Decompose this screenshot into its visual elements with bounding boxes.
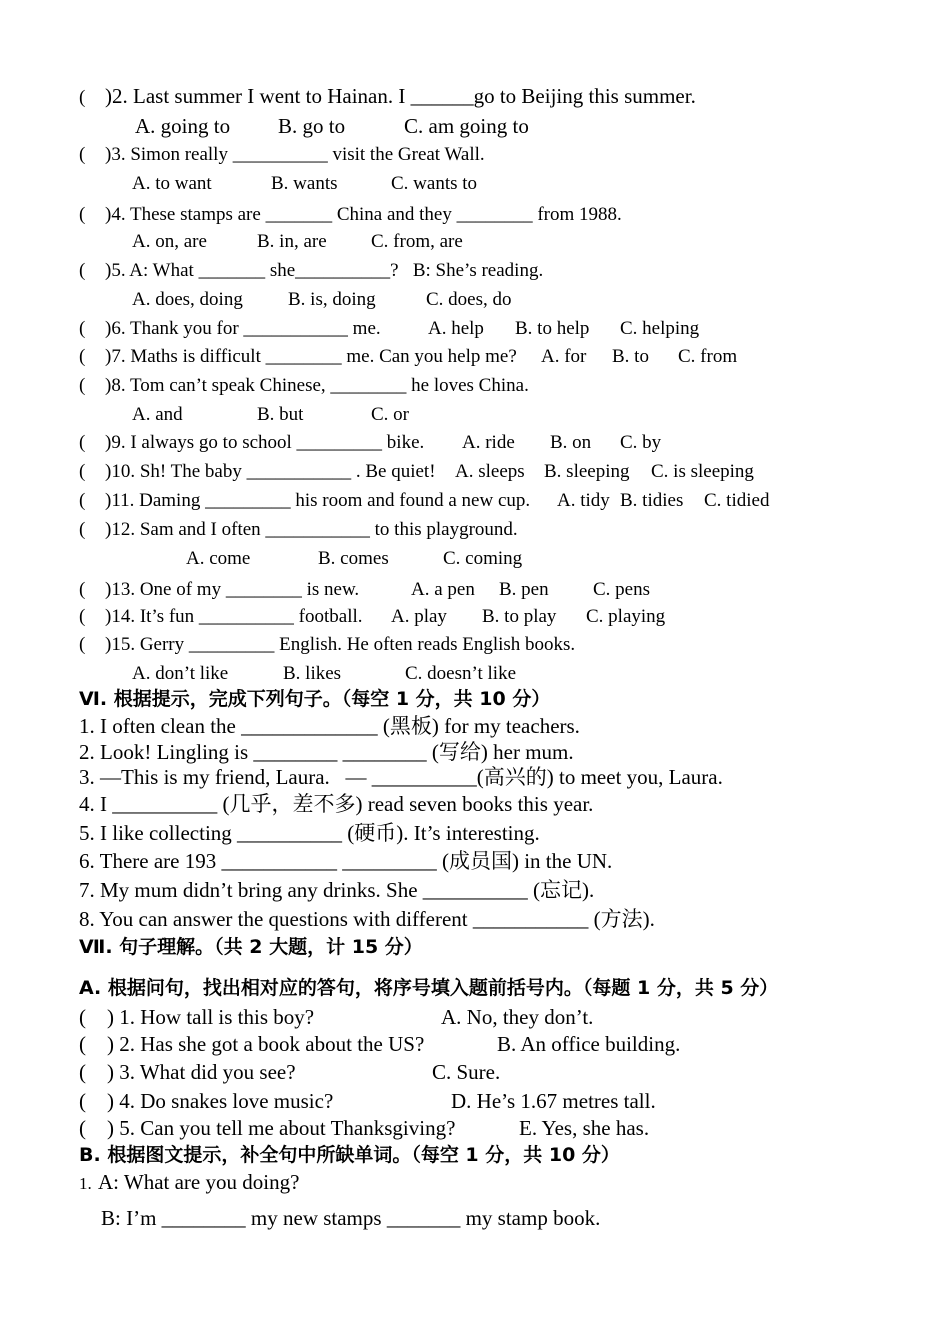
match-question: ) 4. Do snakes love music?	[107, 1089, 334, 1113]
option-a: A. don’t like	[132, 663, 229, 684]
option-a: A. sleeps	[455, 461, 525, 482]
question-text: )10. Sh! The baby ___________ . Be quiet!	[105, 461, 436, 482]
answer-paren[interactable]: (	[79, 1005, 86, 1029]
question-text: )6. Thank you for ___________ me.	[105, 318, 381, 339]
option-c: C. playing	[586, 606, 666, 627]
answer-paren[interactable]: (	[79, 1032, 86, 1056]
option-b: B. comes	[318, 548, 389, 569]
option-c: C. by	[620, 432, 662, 453]
answer-paren[interactable]: (	[79, 634, 86, 655]
question-text: )2. Last summer I went to Hainan. I ______go to Beijing this summer.	[105, 84, 696, 108]
match-question: ) 2. Has she got a book about the US?	[107, 1032, 425, 1056]
question-text: )14. It’s fun __________ football.	[105, 606, 363, 627]
question-text: )13. One of my ________ is new.	[105, 579, 360, 600]
option-c: C. does, do	[426, 289, 512, 310]
option-a: A. ride	[462, 432, 515, 453]
option-a: A. going to	[135, 114, 231, 138]
match-question: ) 1. How tall is this boy?	[107, 1005, 315, 1029]
option-a: A. tidy	[557, 490, 610, 511]
match-answer: B. An office building.	[497, 1032, 681, 1056]
option-a: A. a pen	[411, 579, 475, 600]
answer-paren[interactable]: (	[79, 1116, 86, 1140]
option-c: C. from	[678, 346, 738, 367]
option-c: C. or	[371, 404, 409, 425]
match-answer: E. Yes, she has.	[519, 1116, 650, 1140]
answer-paren[interactable]: (	[79, 461, 86, 482]
option-a: A. play	[391, 606, 447, 627]
answer-paren[interactable]: (	[79, 144, 86, 165]
fill-sentence-7: 7. My mum didn’t bring any drinks. She __________ (忘记).	[79, 878, 595, 902]
match-answer: A. No, they don’t.	[441, 1005, 594, 1029]
answer-paren[interactable]: (	[79, 606, 86, 627]
option-b: B. tidies	[620, 490, 684, 511]
option-b: B. but	[257, 404, 304, 425]
fill-sentence-6: 6. There are 193 ___________ _________ (成员国) in the UN.	[79, 849, 613, 873]
option-c: C. am going to	[404, 114, 529, 138]
question-text: )11. Daming _________ his room and found a new cup.	[105, 490, 531, 511]
item-number: 1.	[79, 1174, 92, 1193]
option-a: A. and	[132, 404, 183, 425]
question-text: )7. Maths is difficult ________ me. Can you help me?	[105, 346, 517, 367]
option-c: C. wants to	[391, 173, 478, 194]
option-b: B. to	[612, 346, 649, 367]
dialogue-line-b: B: I’m ________ my new stamps _______ my stamp book.	[101, 1206, 601, 1230]
option-b: B. pen	[499, 579, 549, 600]
fill-sentence-4: 4. I __________ (几乎，差不多) read seven books this year.	[79, 792, 594, 816]
option-b: B. wants	[271, 173, 338, 194]
subsection-heading-b: B. 根据图文提示，补全句中所缺单词。（每空 1 分，共 10 分）	[79, 1144, 620, 1166]
option-a: A. does, doing	[132, 289, 243, 310]
option-b: B. go to	[278, 114, 346, 138]
option-c: C. from, are	[371, 231, 463, 252]
answer-paren[interactable]: (	[79, 204, 86, 225]
answer-paren[interactable]: (	[79, 1089, 86, 1113]
section-heading-vii: Ⅶ. 句子理解。（共 2 大题，计 15 分）	[79, 936, 423, 958]
fill-sentence-2: 2. Look! Lingling is ________ ________ (写给) her mum.	[79, 740, 574, 764]
option-b: B. to help	[515, 318, 590, 339]
option-b: B. is, doing	[288, 289, 376, 310]
question-text: )12. Sam and I often ___________ to this playground.	[105, 519, 518, 540]
option-b: B. sleeping	[544, 461, 630, 482]
match-question: ) 3. What did you see?	[107, 1060, 296, 1084]
fill-sentence-5: 5. I like collecting __________ (硬币). It’s interesting.	[79, 821, 540, 845]
option-b: B. on	[550, 432, 592, 453]
question-text: )3. Simon really __________ visit the Great Wall.	[105, 144, 485, 165]
option-c: C. pens	[593, 579, 650, 600]
fill-sentence-1: 1. I often clean the _____________ (黑板) for my teachers.	[79, 714, 580, 738]
option-b: B. in, are	[257, 231, 327, 252]
fill-sentence-8: 8. You can answer the questions with different ___________ (方法).	[79, 907, 655, 931]
answer-paren[interactable]: (	[79, 579, 86, 600]
answer-paren[interactable]: (	[79, 87, 86, 108]
question-text: )15. Gerry _________ English. He often reads English books.	[105, 634, 576, 655]
answer-paren[interactable]: (	[79, 490, 86, 511]
match-question: ) 5. Can you tell me about Thanksgiving?	[107, 1116, 456, 1140]
fill-sentence-3: 3. —This is my friend, Laura. — __________(高兴的) to meet you, Laura.	[79, 765, 723, 789]
option-c: C. doesn’t like	[405, 663, 517, 684]
option-a: A. come	[186, 548, 251, 569]
question-text: )5. A: What _______ she__________? B: She’s reading.	[105, 260, 544, 281]
option-b: B. to play	[482, 606, 557, 627]
option-b: B. likes	[283, 663, 342, 684]
answer-paren[interactable]: (	[79, 260, 86, 281]
dialogue-line-a: A: What are you doing?	[98, 1170, 300, 1194]
option-c: C. is sleeping	[651, 461, 754, 482]
option-a: A. for	[541, 346, 587, 367]
answer-paren[interactable]: (	[79, 318, 86, 339]
match-answer: C. Sure.	[432, 1060, 501, 1084]
option-a: A. on, are	[132, 231, 207, 252]
answer-paren[interactable]: (	[79, 346, 86, 367]
match-answer: D. He’s 1.67 metres tall.	[451, 1089, 656, 1113]
option-c: C. coming	[443, 548, 523, 569]
question-text: )8. Tom can’t speak Chinese, ________ he loves China.	[105, 375, 529, 396]
section-heading-vi: Ⅵ. 根据提示，完成下列句子。（每空 1 分，共 10 分）	[79, 688, 551, 710]
answer-paren[interactable]: (	[79, 432, 86, 453]
question-text: )4. These stamps are _______ China and they ________ from 1988.	[105, 204, 622, 225]
option-a: A. help	[428, 318, 484, 339]
answer-paren[interactable]: (	[79, 1060, 86, 1084]
answer-paren[interactable]: (	[79, 375, 86, 396]
option-c: C. helping	[620, 318, 700, 339]
answer-paren[interactable]: (	[79, 519, 86, 540]
option-c: C. tidied	[704, 490, 770, 511]
option-a: A. to want	[132, 173, 212, 194]
subsection-heading-a: A. 根据问句，找出相对应的答句，将序号填入题前括号内。（每题 1 分，共 5 分）	[79, 977, 779, 999]
question-text: )9. I always go to school _________ bike.	[105, 432, 425, 453]
